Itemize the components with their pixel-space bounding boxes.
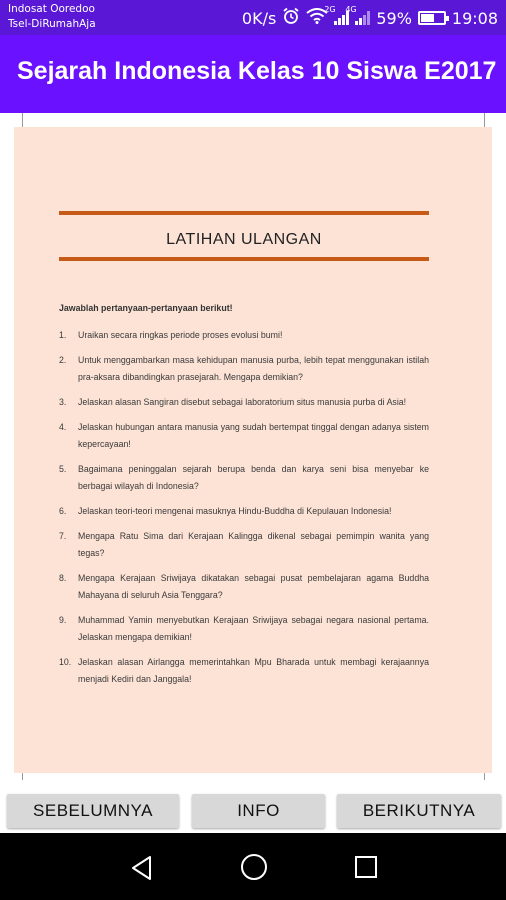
page-heading: LATIHAN ULANGAN [166,231,322,248]
signal-icon [345,5,370,25]
question-item [59,503,429,520]
question-item [59,612,429,646]
network-speed: 0K/s [241,8,277,28]
question-list [59,327,429,696]
question-text: Jelaskan teori-teori mengenai masuknya Hindu-Buddha di Kepulauan Indonesia! [78,506,392,516]
question-item [59,327,429,344]
question-item [59,419,429,453]
question-number: 6. [59,506,67,516]
question-number: 8. [59,573,67,583]
question-item [59,352,429,386]
book-page-viewer[interactable] [0,113,506,780]
clock: 19:08 [451,8,498,28]
question-number: 2. [59,355,67,365]
question-number: 7. [59,531,67,541]
question-item [59,570,429,604]
carrier-name-primary: Indosat Ooredoo [8,3,95,15]
system-nav-bar [0,833,506,900]
battery-percent: 59% [376,8,412,28]
instructions: Jawablah pertanyaan-pertanyaan berikut! [59,303,233,313]
network-type-label: 2G [324,5,336,14]
question-number: 10. [59,657,72,667]
info-button[interactable]: INFO [192,794,325,828]
question-number: 5. [59,464,67,474]
heading-rule-top [59,211,429,215]
question-item [59,394,429,411]
back-icon[interactable] [130,855,154,881]
alarm-icon [282,7,300,29]
question-text: Jelaskan alasan Airlangga memerintahkan Mpu Bharada untuk membagi kerajaannya menjadi Kediri dan Janggala! [78,657,429,684]
question-text: Untuk menggambarkan masa kehidupan manusia purba, lebih tepat menggunakan istilah pra-aksara dibandingkan prasejarah. Mengapa demikian? [78,355,429,382]
network-type-label: 4G [345,5,357,14]
question-number: 3. [59,397,67,407]
app-bar [0,35,506,113]
question-number: 1. [59,330,67,340]
battery-fill [421,14,434,22]
question-text: Jelaskan hubungan antara manusia yang sudah bertempat tinggal dengan adanya sistem kepercayaan! [78,422,429,449]
question-number: 4. [59,422,67,432]
status-indicators [242,7,498,29]
home-icon[interactable] [240,853,268,881]
question-number: 9. [59,615,67,625]
question-text: Mengapa Ratu Sima dari Kerajaan Kalingga dikenal sebagai pemimpin wanita yang tegas? [78,531,429,558]
question-item [59,654,429,688]
book-page [14,127,492,773]
question-text: Jelaskan alasan Sangiran disebut sebagai laboratorium situs manusia purba di Asia! [78,397,407,407]
heading-rule-bottom [59,257,429,261]
next-button[interactable]: BERIKUTNYA [337,794,501,828]
question-text: Mengapa Kerajaan Sriwijaya dikatakan sebagai pusat pembelajaran agama Buddha Mahayana di seluruh Asia Tenggara? [78,573,429,600]
question-text: Uraikan secara ringkas periode proses evolusi bumi! [78,330,283,340]
battery-icon [418,11,446,25]
carrier-info [8,2,96,32]
question-text: Bagaimana peninggalan sejarah berupa benda dan karya seni bisa menyebar ke berbagai wilayah di Indonesia? [78,464,429,491]
question-text: Muhammad Yamin menyebutkan Kerajaan Sriwijaya sebagai negara nasional pertama. Jelaskan mengapa demikian! [78,615,429,642]
status-bar [0,0,506,35]
carrier-name-secondary: Tsel-DiRumahAja [8,18,96,30]
previous-button[interactable]: SEBELUMNYA [7,794,179,828]
question-item [59,461,429,495]
question-item [59,528,429,562]
app-title: Sejarah Indonesia Kelas 10 Siswa E2017 [17,57,497,85]
recents-icon[interactable] [354,855,378,879]
